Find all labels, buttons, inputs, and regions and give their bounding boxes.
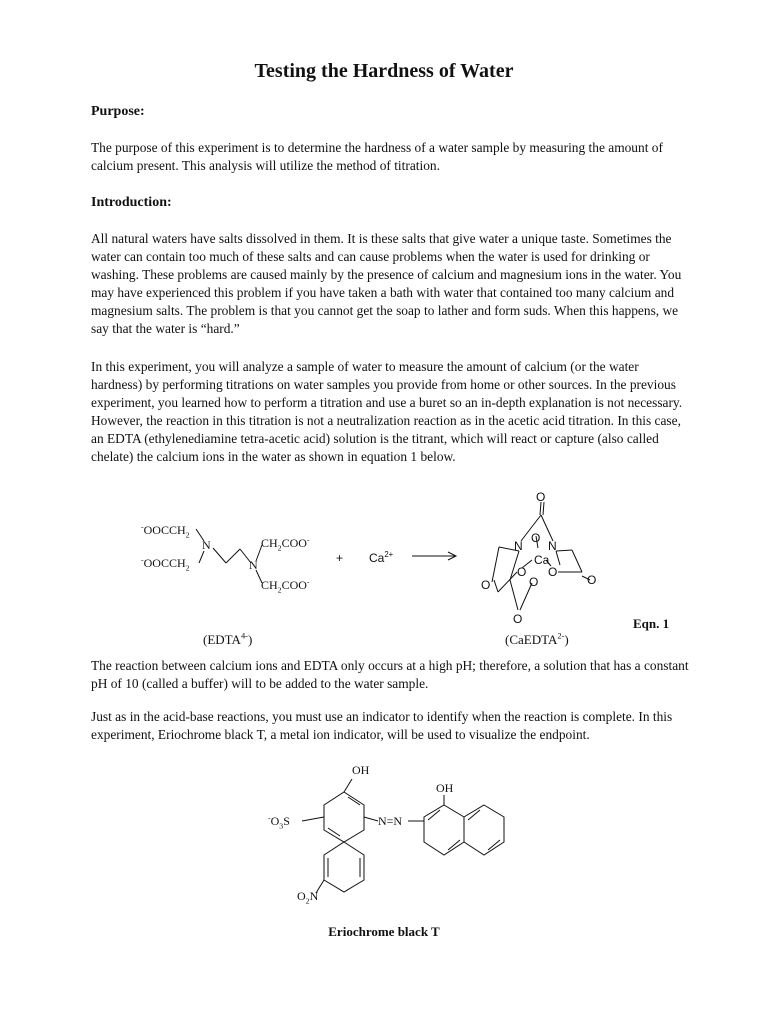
sulfonate-group: $^-O_3S$: [268, 813, 290, 831]
hydroxyl-1: OH: [352, 763, 370, 777]
nitro-group: $O_2N$: [297, 889, 319, 906]
plus-sign: +: [336, 551, 344, 565]
edta-n-right: N: [249, 558, 258, 572]
ring-o-lower-left: O: [517, 565, 527, 579]
azo-group: N=N: [378, 814, 403, 828]
edta-group-2: $^-OOCCH_2$: [141, 555, 190, 573]
purpose-heading: Purpose:: [91, 104, 145, 119]
page-title: Testing the Hardness of Water: [254, 60, 514, 82]
equation-number: Eqn. 1: [633, 616, 670, 631]
eriochrome-caption: Eriochrome black T: [328, 924, 440, 939]
edta-n-left: N: [202, 538, 211, 552]
intro-paragraph-2: In this experiment, you will analyze a sample of water to measure the amount of calcium (or the water hardness) by performing titrations on water samples you provide from home or other sources. In the previous experiment, you learned how to perform a titration and use a buret so an in-depth explanation is not necessary. However, the reaction in this titration is not a neutralization reaction as in the acetic acid titration. In this case, an EDTA (ethylenediamine tetra-acetic acid) solution is the titrant, which will react or capture (also called chelate) the calcium ions in the water as shown in equation 1 below.: [91, 359, 683, 464]
calcium-ion: $Ca^{2+}$: [369, 550, 394, 565]
introduction-heading: Introduction:: [91, 195, 172, 210]
edta-label: $(EDTA^{4-})$: [203, 630, 253, 647]
hydroxyl-2: OH: [436, 781, 454, 795]
purpose-paragraph: The purpose of this experiment is to determine the hardness of a water sample by measuring the amount of calcium present. This analysis will utilize the method of titration.: [91, 140, 663, 173]
ring-o-bottom-inner: O: [529, 575, 539, 589]
ring-o-far-right: O: [587, 573, 597, 587]
ring-o-bottom: O: [513, 612, 523, 626]
ring-o-upper: O: [531, 531, 541, 545]
indicator-paragraph: Just as in the acid-base reactions, you must use an indicator to identify when the reaction is complete. In this experiment, Eriochrome black T, a metal ion indicator, will be used to visualize the endpoint.: [91, 709, 673, 742]
intro-paragraph-1: All natural waters have salts dissolved in them. It is these salts that give water a unique taste. Sometimes the water can contain too much of these salts and can cause problems when the water is used for drinking or washing. These problems are caused mainly by the presence of calcium and magnesium ions in the water. You may have experienced this problem if you have taken a bath with water that contained too many calcium and magnesium salts. The problem is that you cannot get the soap to lather and form suds. When this happens, we say that the water is “hard.”: [91, 231, 682, 336]
caedta-label: (CaEDTA$^{2-}$): [505, 630, 569, 647]
edta-group-3: $CH_2COO^-$: [261, 535, 310, 553]
ring-o-far-left: O: [481, 578, 491, 592]
ring-o-top: O: [536, 490, 546, 504]
ring-n-left: N: [514, 539, 523, 553]
edta-group-1: $^-OOCCH_2$: [141, 522, 190, 540]
ring-o-lower-right: O: [548, 565, 558, 579]
ring-ca: Ca: [534, 553, 550, 567]
ring-n-right: N: [548, 539, 557, 553]
edta-group-4: $CH_2COO^-$: [261, 577, 310, 595]
buffer-paragraph: The reaction between calcium ions and EDTA only occurs at a high pH; therefore, a solution that has a constant pH of 10 (called a buffer) will to be added to the water sample.: [91, 658, 689, 691]
